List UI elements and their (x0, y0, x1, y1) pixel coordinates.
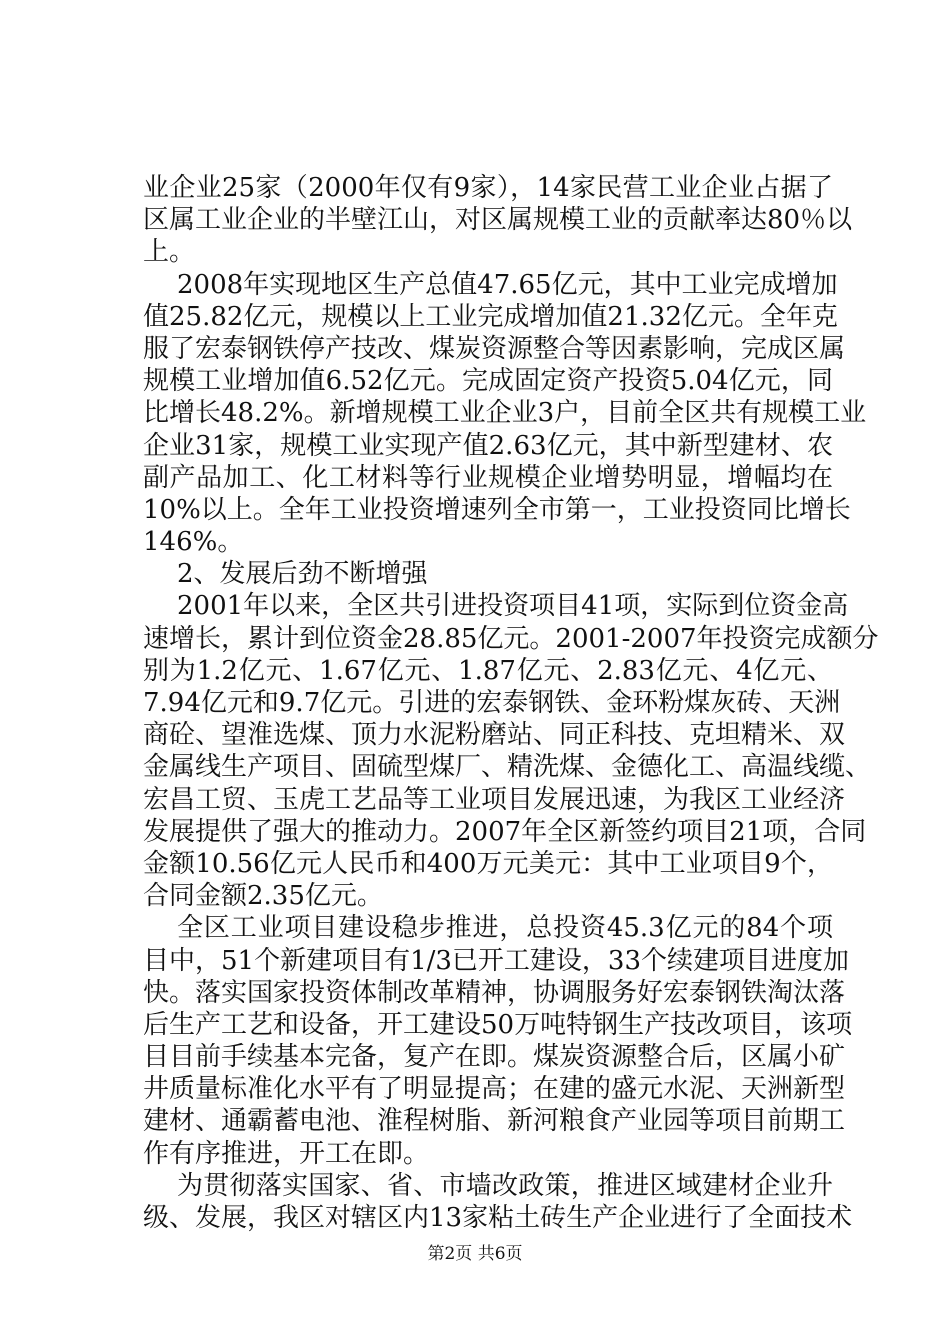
text-line: 区属工业企业的半壁江山，对区属规模工业的贡献率达80％以 (143, 205, 853, 236)
document-body (143, 172, 879, 1234)
text-line: 速增长，累计到位资金28.85亿元。2001-2007年投资完成额分 (143, 623, 879, 654)
text-line: 级、发展，我区对辖区内13家粘土砖生产企业进行了全面技术 (143, 1203, 853, 1233)
text-line: 值25.82亿元，规模以上工业完成增加值21.32亿元。全年克 (143, 301, 838, 332)
text-line: 服了宏泰钢铁停产技改、煤炭资源整合等因素影响，完成区属 (143, 333, 846, 364)
text-line: 金属线生产项目、固硫型煤厂、精洗煤、金德化工、高温线缆、 (143, 752, 872, 783)
text-line: 目中，51个新建项目有1/3已开工建设，33个续建项目进度加 (143, 945, 850, 976)
text-line: 作有序推进，开工在即。 (143, 1138, 430, 1169)
text-line: 快。落实国家投资体制改革精神，协调服务好宏泰钢铁淘汰落 (143, 977, 846, 1008)
section-heading: 2、发展后劲不断增强 (177, 559, 428, 590)
text-line: 企业31家，规模工业实现产值2.63亿元，其中新型建材、农 (143, 430, 833, 461)
text-line: 目目前手续基本完备，复产在即。煤炭资源整合后，区属小矿 (143, 1042, 846, 1073)
text-line: 后生产工艺和设备，开工建设50万吨特钢生产技改项目，该项 (143, 1009, 853, 1040)
text-line: 宏昌工贸、玉虎工艺品等工业项目发展迅速，为我区工业经济 (143, 784, 846, 815)
text-line: 比增长48.2%。新增规模工业企业3户，目前全区共有规模工业 (143, 398, 867, 429)
text-line: 金额10.56亿元人民币和400万元美元：其中工业项目9个， (143, 848, 833, 879)
text-line: 建材、通霸蓄电池、淮程树脂、新河粮食产业园等项目前期工 (143, 1106, 846, 1137)
page-number-footer: 第2页 共6页 (427, 1244, 523, 1264)
text-line: 上。 (143, 237, 196, 268)
text-line: 副产品加工、化工材料等行业规模企业增势明显，增幅均在 (143, 462, 833, 493)
text-line: 146%。 (143, 527, 244, 558)
text-line: 商砼、望淮选煤、顶力水泥粉磨站、同正科技、克坦精米、双 (143, 720, 846, 751)
text-line: 合同金额2.35亿元。 (143, 881, 383, 912)
text-line: 别为1.2亿元、1.67亿元、1.87亿元、2.83亿元、4亿元、 (143, 655, 833, 686)
text-line: 业企业25家（2000年仅有9家），14家民营工业企业占据了 (143, 173, 833, 203)
text-line: 10%以上。全年工业投资增速列全市第一，工业投资同比增长 (143, 494, 851, 525)
text-line: 规模工业增加值6.52亿元。完成固定资产投资5.04亿元，同 (143, 366, 833, 397)
text-line: 7.94亿元和9.7亿元。引进的宏泰钢铁、金环粉煤灰砖、天洲 (143, 688, 841, 718)
text-line: 全区工业项目建设稳步推进，总投资45.3亿元的84个项 (177, 913, 833, 944)
text-line: 2008年实现地区生产总值47.65亿元，其中工业完成增加 (177, 269, 838, 300)
text-line: 为贯彻落实国家、省、市墙改政策，推进区域建材企业升 (177, 1170, 833, 1201)
text-line: 井质量标准化水平有了明显提高；在建的盛元水泥、天洲新型 (143, 1074, 846, 1105)
text-line: 2001年以来，全区共引进投资项目41项，实际到位资金高 (177, 591, 849, 622)
text-line: 发展提供了强大的推动力。2007年全区新签约项目21项，合同 (143, 816, 867, 847)
